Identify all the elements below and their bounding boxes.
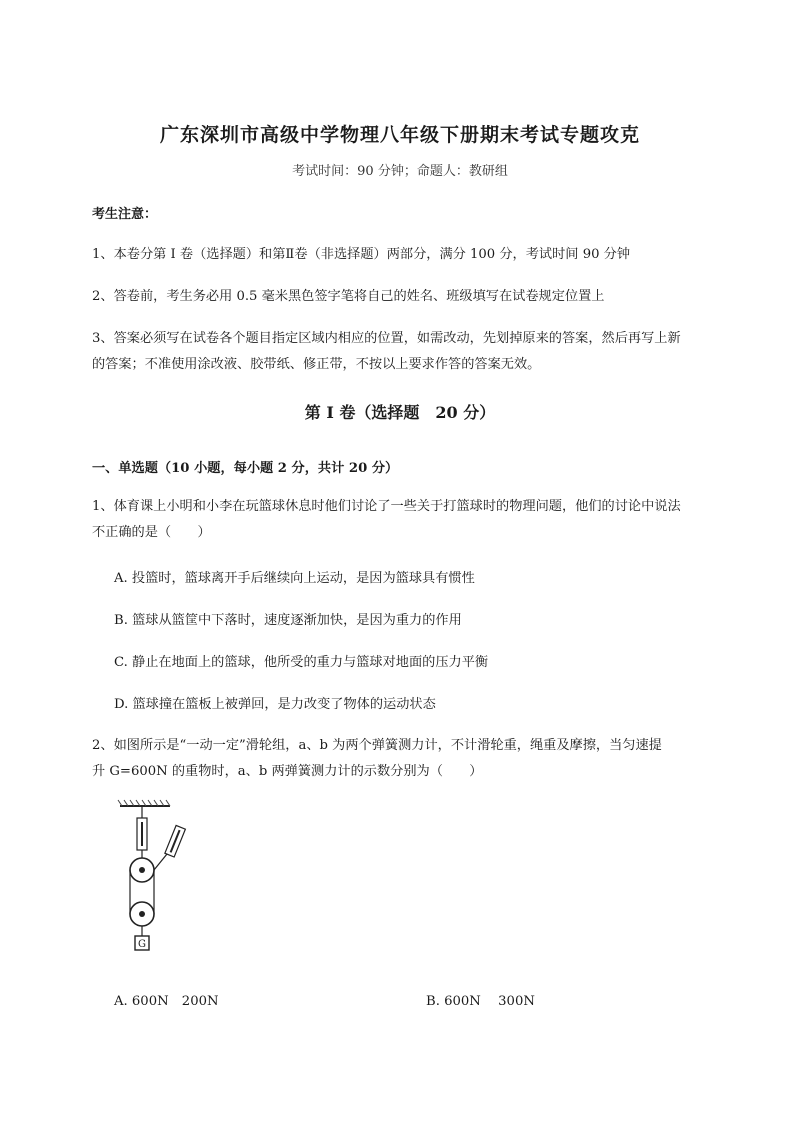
section-subheading: 一、单选题（10 小题，每小题 2 分，共计 20 分）	[92, 461, 399, 476]
exam-subtitle: 考试时间：90 分钟；命题人：教研组	[292, 164, 508, 179]
question-2-option-a: A. 600N 200N	[114, 994, 219, 1009]
pulley-figure	[112, 796, 192, 956]
question-2-stem-cont: 升 G=600N 的重物时，a、b 两弹簧测力计的示数分别为（ ）	[92, 764, 483, 779]
question-2-stem: 2、如图所示是“一动一定”滑轮组，a、b 为两个弹簧测力计，不计滑轮重，绳重及摩擦，当匀速提	[92, 738, 662, 753]
question-1-stem-cont: 不正确的是（ ）	[92, 525, 211, 540]
note-item-3-cont: 的答案；不准使用涂改液、胶带纸、修正带，不按以上要求作答的答案无效。	[92, 357, 541, 372]
note-item-3: 3、答案必须写在试卷各个题目指定区域内相应的位置，如需改动，先划掉原来的答案，然后再写上新	[92, 331, 681, 346]
exam-title: 广东深圳市高级中学物理八年级下册期末考试专题攻克	[159, 124, 640, 146]
note-item-2: 2、答卷前，考生务必用 0.5 毫米黑色签字笔将自己的姓名、班级填写在试卷规定位置上	[92, 289, 605, 304]
question-1-option-c: C. 静止在地面上的篮球，他所受的重力与篮球对地面的压力平衡	[114, 655, 489, 670]
notes-heading: 考生注意：	[92, 207, 158, 222]
section-title: 第 I 卷（选择题 20 分）	[304, 403, 496, 422]
question-2-option-b: B. 600N 300N	[426, 994, 535, 1009]
question-1-option-a: A. 投篮时，篮球离开手后继续向上运动，是因为篮球具有惯性	[114, 571, 475, 586]
note-item-1: 1、本卷分第 I 卷（选择题）和第Ⅱ卷（非选择题）两部分，满分 100 分，考试时间 90 分钟	[92, 247, 631, 262]
question-1-stem: 1、体育课上小明和小李在玩篮球休息时他们讨论了一些关于打篮球时的物理问题，他们的讨论中说法	[92, 499, 681, 514]
question-1-option-b: B. 篮球从篮筐中下落时，速度逐渐加快，是因为重力的作用	[114, 613, 462, 628]
figure-load-label: G	[138, 939, 146, 950]
question-1-option-d: D. 篮球撞在篮板上被弹回，是力改变了物体的运动状态	[114, 697, 436, 712]
